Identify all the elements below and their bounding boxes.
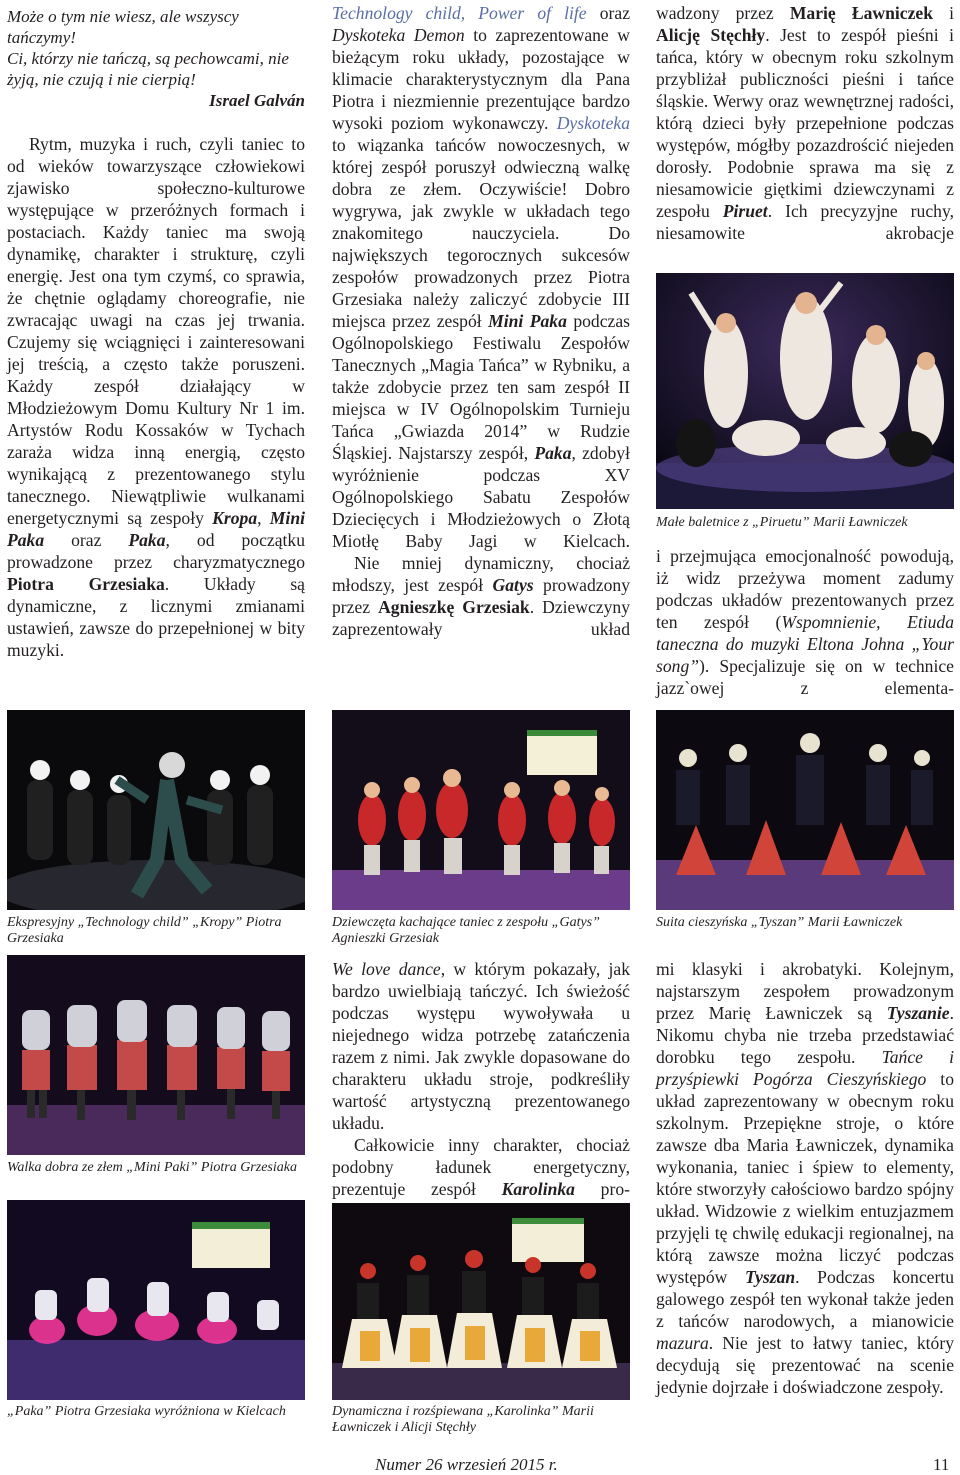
caption-gatys: Dziewczęta kachające taniec z zespołu „Gatys” Agnieszki Grzesiak: [332, 915, 600, 946]
paragraph-tyszanie: mi klasyki i akrobatyki. Kolejnym, najstarszym zespołem prowadzonym przez Marię Ławniczek są Tyszanie. Nikomu chyba nie trzeba przedstawiać dorobku tego zespołu. Tańce i przyśpiewki Pogórza Cieszyńskiego to układ zaprezentowany w obecnym roku szkolnym. Przepiękne stroje, o które zawsze dba Maria Ławniczek, dynamika wykonania, taniec i śpiew to elementy, które stworzyły całościowo bardzo spójny układ. Widzowie z wielkim entuzjazmem przyjęli tę chwilę edukacji regionalnej, na którą zawsze można liczyć podczas występów Tyszan. Podczas koncertu galowego zespół ten wykonał także jeden z tańców narodowych, a mianowicie mazura. Nie jest to łatwy taniec, który decydują się prezentować na scenie jedynie dojrzałe i doświadczone zespoły.: [656, 959, 954, 1397]
photo-mini-paka: [7, 955, 305, 1155]
caption-tyszan: Suita cieszyńska „Tyszan” Marii Ławniczek: [656, 915, 903, 930]
motto-author: Israel Galván: [209, 91, 305, 110]
article-column-3-top: [656, 2, 954, 244]
team-kropa: Kropa: [212, 508, 258, 528]
teacher-agnieszka: Agnieszkę Grzesiak: [378, 597, 530, 617]
paragraph-gatys: Nie mniej dynamiczny, chociaż młodszy, jest zespół Gatys prowadzony przez Agnieszkę Grzesiak. Dziewczyny zaprezentowały układ: [332, 553, 630, 639]
motto-line-2: Ci, którzy nie tańczą, są pechowcami, nie żyją, nie czują i nie cierpią!: [7, 49, 289, 89]
title-we-love-dance: We love dance: [332, 959, 441, 979]
motto-line-1: Może o tym nie wiesz, ale wszyscy tańczymy!: [7, 7, 239, 47]
caption-mini-paka: Walka dobra ze złem „Mini Paki” Piotra Grzesiaka: [7, 1160, 297, 1175]
title-wspomnienie: Wspomnienie, Etiuda taneczna do muzyki Eltona Johna „Your song”: [656, 612, 954, 676]
article-column-3-mid: [656, 545, 954, 699]
dance-mazur: mazura: [656, 1333, 709, 1353]
caption-kropa: Ekspresyjny „Technology child” „Kropy” Piotra Grzesiaka: [7, 915, 282, 946]
team-mini-paka: Mini Paka: [7, 508, 305, 550]
teacher-alicja: Alicję Stęchły: [656, 25, 766, 45]
team-karolinka: Karolinka: [501, 1179, 575, 1199]
team-paka: Paka: [128, 530, 166, 550]
team-piruet: Piruet: [722, 201, 768, 221]
title-technology-child: Technology child, Power of life: [332, 3, 587, 23]
paragraph-karolinka-cont: wadzony przez Marię Ławniczek i Alicję Stęchły. Jest to zespół pieśni i tańca, który w obecnym roku szkolnym przybliżał publiczności pieśni i tańce śląskie. Werwy oraz wewnętrznej radości, którą dzieci były przepełnione podczas występów, mógłby pozazdrościć niejeden dorosły. Podobnie sprawa ma się z niesamowicie giętkimi dziewczynami z zespołu Piruet. Ich precyzyjne ruchy, niesamowite akrobacje: [656, 3, 954, 243]
title-dyskoteka: Dyskoteka: [556, 113, 630, 133]
teacher-piotr: Piotra Grzesiaka: [7, 574, 165, 594]
team-tyszanie: Tyszanie: [886, 1003, 950, 1023]
caption-paka: „Paka” Piotra Grzesiaka wyróżniona w Kielcach: [7, 1404, 286, 1419]
photo-tyszan: [656, 710, 954, 910]
footer-issue: Numer 26 wrzesień 2015 r.: [375, 1455, 558, 1474]
team-gatys: Gatys: [492, 575, 534, 595]
photo-gatys: [332, 710, 630, 910]
paragraph-karolinka: Całkowicie inny charakter, chociaż podobny ładunek energetyczny, prezentuje zespół Karolinka pro-: [332, 1135, 630, 1199]
team-tyszan: Tyszan: [744, 1267, 796, 1287]
paragraph-piotr: Technology child, Power of life oraz Dyskoteka Demon to zaprezentowane w bieżącym roku układy, pozostające w klimacie charakterystycznym dla Pana Piotra i niezmiennie prezentujące bardzo wysoki poziom wykonawczy. Dyskoteka to wiązanka tańców nowoczesnych, w której zespół poruszył odwieczną walkę dobra ze złem. Oczywiście! Dobro wygrywa, jak zwykle w układach tego znakomitego nauczyciela. Do największych tegorocznych sukcesów zespołów prowadzonych przez Piotra Grzesiaka należy zaliczyć zdobycie III miejsca przez zespół Mini Paka podczas Ogólnopolskiego Festiwalu Zespołów Tanecznych „Magia Tańca” w Rybniku, a także zdobycie przez ten sam zespół II miejsca w IV Ogólnopolskim Turnieju Tańca „Gwiazda 2014” w Rudzie Śląskiej. Najstarszy zespół, Paka, zdobył wyróżnienie podczas XV Ogólnopolskiego Sabatu Zespołów Dziecięcych i Młodzieżowych o Złotą Miotłę Baby Jagi w Kielcach.: [332, 3, 630, 551]
team-mini-paka-2: Mini Paka: [488, 311, 567, 331]
paragraph-intro: Rytm, muzyka i ruch, czyli taniec to od wieków towarzyszące człowiekowi zjawisko społeczno-kulturowe występujące w przeróżnych formach i postaciach. Każdy taniec ma swoją dynamikę, charakter i strukturę, czyli energię. Jest ona tym czymś, co sprawia, że chętnie oglądamy choreografie, nie zwracając uwagi na czas jej trwania. Czujemy się wciągnięci i zainteresowani jej treścią, a często także poruszeni. Każdy zespół działający w Młodzieżowym Domu Kultury Nr 1 im. Artystów Rodu Kossaków w Tychach zaraża widza inną energią, często wynikającą z prezentowanego stylu tanecznego. Niewątpliwie wulkanami energetycznymi są zespoły Kropa, Mini Paka oraz Paka, od początku prowadzone przez charyzmatycznego Piotra Grzesiaka. Układy są dynamiczne, z licznymi zmianami ustawień, zawsze do przepełnionej w bity muzyki.: [7, 134, 305, 660]
team-paka-2: Paka: [534, 443, 572, 463]
article-column-2-lower: [332, 958, 630, 1200]
article-column-1: [7, 6, 305, 661]
motto: [7, 6, 305, 111]
page-number: 11: [933, 1455, 950, 1474]
caption-piruet: Małe baletnice z „Piruetu” Marii Ławniczek: [656, 515, 908, 530]
article-column-2: [332, 2, 630, 640]
title-dyskoteka-demon: Dyskoteka Demon: [332, 25, 465, 45]
photo-paka: [7, 1200, 305, 1400]
photo-piruet: [656, 273, 954, 509]
paragraph-piruet: i przejmująca emocjonalność powodują, iż widz przeżywa moment zadumy podczas układów prezentowanych przez ten zespół (Wspomnienie, Etiuda taneczna do muzyki Eltona Johna „Your song”). Specjalizuje się on w technice jazz`owej z elementa-: [656, 546, 954, 698]
article-column-3-lower: [656, 958, 954, 1398]
photo-karolinka: [332, 1203, 630, 1400]
photo-kropa: [7, 710, 305, 910]
title-tance-i-przyspiewki: Tańce i przyśpiewki Pogórza Cieszyńskiego: [656, 1047, 954, 1089]
caption-karolinka: Dynamiczna i rozśpiewana „Karolinka” Marii Ławniczek i Alicji Stęchły: [332, 1404, 594, 1435]
teacher-maria: Marię Ławniczek: [789, 3, 933, 23]
paragraph-we-love-dance: We love dance, w którym pokazały, jak bardzo uwielbiają tańczyć. Ich świeżość podczas występu wywoływała u niejednego widza potrzebę zatańczenia razem z nimi. Jak zwykle dopasowane do charakteru układu stroje, podkreśliły wartość artystyczną prezentowanego układu.: [332, 959, 630, 1133]
